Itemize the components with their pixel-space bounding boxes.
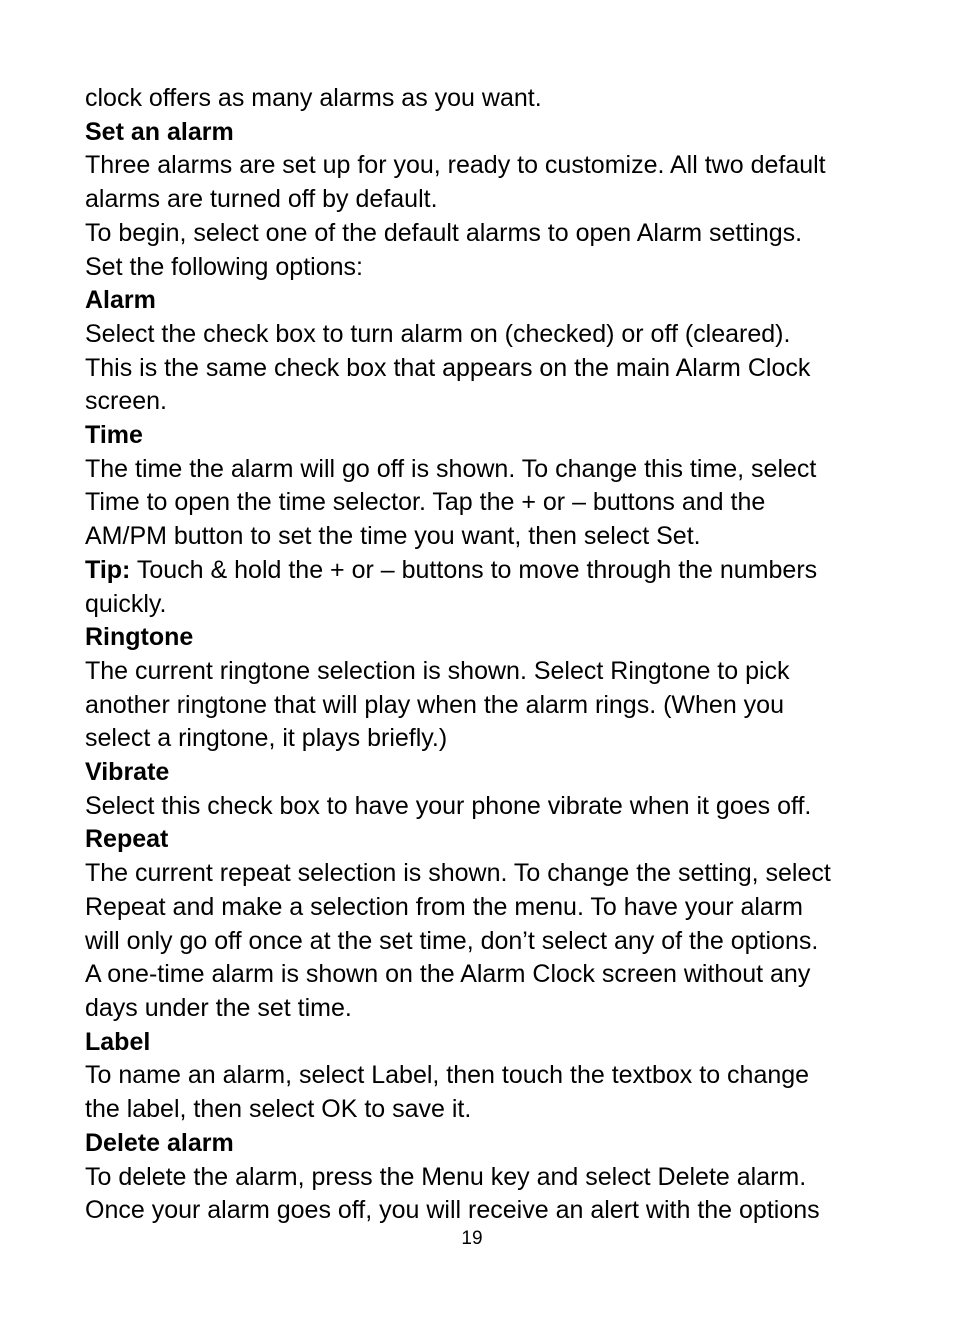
section-heading-label: Label <box>85 1027 151 1056</box>
body-text: Once your alarm goes off, you will receive an alert with the options <box>85 1196 820 1225</box>
section-heading-time: Time <box>85 421 143 450</box>
document-page <box>85 82 885 1228</box>
body-text: To name an alarm, select Label, then touch the textbox to change <box>85 1061 810 1090</box>
body-text: another ringtone that will play when the alarm rings. (When you <box>85 690 784 719</box>
body-text: Three alarms are set up for you, ready to customize. All two default <box>85 151 826 180</box>
tip-label: Tip: <box>85 555 131 584</box>
body-text: select a ringtone, it plays briefly.) <box>85 724 448 753</box>
body-text: AM/PM button to set the time you want, then select Set. <box>85 522 701 551</box>
body-text: the label, then select OK to save it. <box>85 1095 472 1124</box>
body-text: A one-time alarm is shown on the Alarm Clock screen without any <box>85 960 811 989</box>
body-text: Select the check box to turn alarm on (checked) or off (cleared). <box>85 319 791 348</box>
section-heading-set-an-alarm: Set an alarm <box>85 117 234 146</box>
section-heading-ringtone: Ringtone <box>85 623 194 652</box>
section-heading-repeat: Repeat <box>85 825 169 854</box>
body-text: alarms are turned off by default. <box>85 185 438 214</box>
section-heading-alarm: Alarm <box>85 286 156 315</box>
body-text: clock offers as many alarms as you want. <box>85 84 542 112</box>
tip-text: Touch & hold the + or – buttons to move through the numbers <box>130 555 818 584</box>
section-heading-vibrate: Vibrate <box>85 758 170 787</box>
body-text: To delete the alarm, press the Menu key and select Delete alarm. <box>85 1162 807 1191</box>
page-number: 19 <box>461 1228 483 1249</box>
body-text: screen. <box>85 387 167 416</box>
body-text: The current repeat selection is shown. To change the setting, select <box>85 859 831 888</box>
body-text: The current ringtone selection is shown. Select Ringtone to pick <box>85 656 790 685</box>
tip-line <box>85 554 885 588</box>
body-text: This is the same check box that appears on the main Alarm Clock <box>85 353 811 382</box>
section-heading-delete-alarm: Delete alarm <box>85 1128 234 1157</box>
body-text: Time to open the time selector. Tap the + or – buttons and the <box>85 488 766 517</box>
body-text: Set the following options: <box>85 252 363 281</box>
body-text: will only go off once at the set time, don’t select any of the options. <box>85 926 819 955</box>
body-text: quickly. <box>85 589 167 618</box>
body-text: days under the set time. <box>85 993 352 1022</box>
body-text: The time the alarm will go off is shown. To change this time, select <box>85 454 817 483</box>
body-text: Select this check box to have your phone vibrate when it goes off. <box>85 791 812 820</box>
body-text: To begin, select one of the default alarms to open Alarm settings. <box>85 218 803 247</box>
body-text: Repeat and make a selection from the menu. To have your alarm <box>85 892 803 921</box>
